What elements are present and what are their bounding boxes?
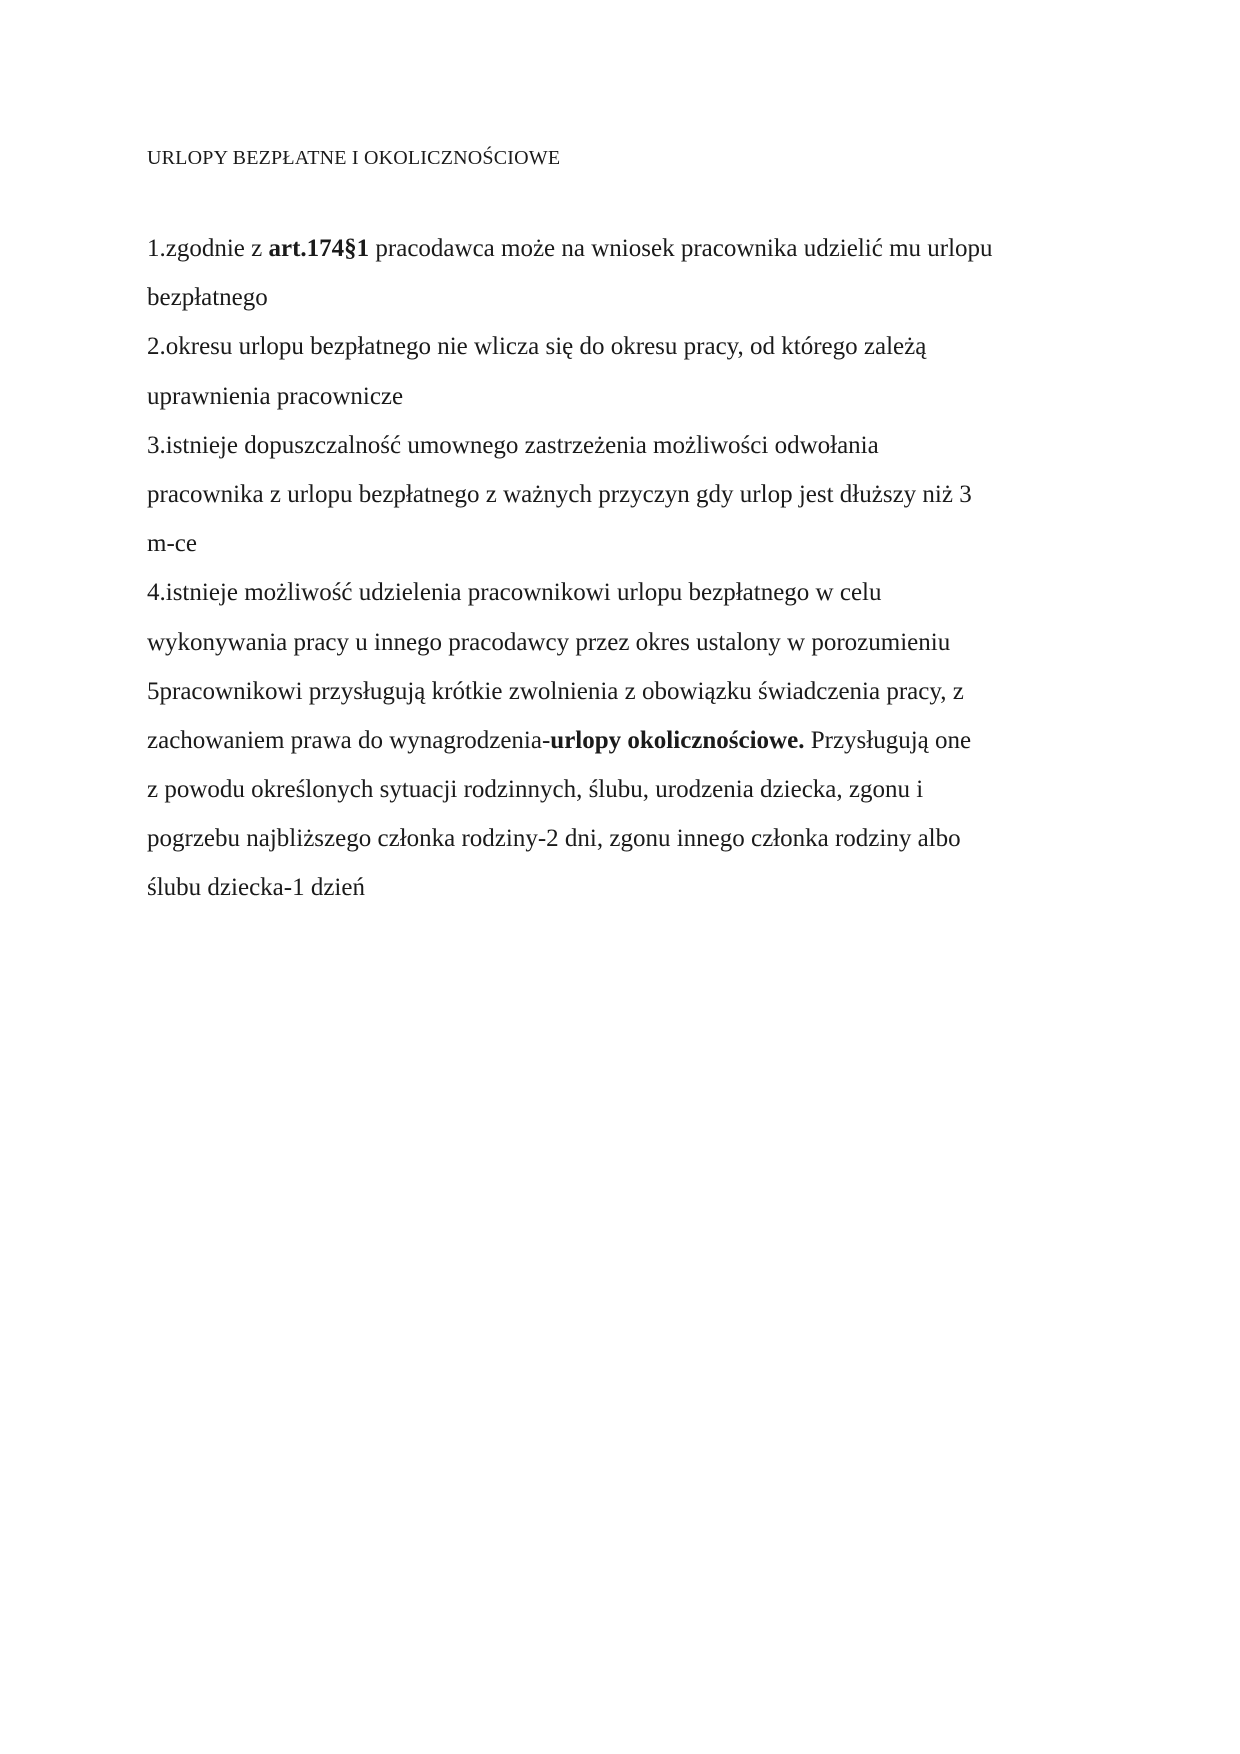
text-line [147, 618, 1097, 667]
document-title: URLOPY BEZPŁATNE I OKOLICZNOŚCIOWE [147, 147, 561, 169]
text-line [147, 421, 1097, 470]
text-line [147, 273, 1097, 322]
text-segment: 1.zgodnie z [147, 235, 269, 262]
text-line [147, 470, 1097, 519]
text-segment: bezpłatnego [147, 284, 268, 312]
text-segment: 3.istnieje dopuszczalność umownego zastrzeżenia możliwości odwołania [147, 431, 879, 459]
text-segment: uprawnienia pracownicze [147, 382, 404, 410]
text-line [147, 568, 1097, 617]
text-line [147, 765, 1097, 814]
text-segment: Przysługują one [804, 726, 972, 754]
text-segment: pracodawca może na wniosek pracownika udzielić mu urlopu [369, 235, 993, 262]
text-segment: z powodu określonych sytuacji rodzinnych, ślubu, urodzenia dziecka, zgonu i [147, 776, 924, 804]
text-segment: ślubu dziecka-1 dzień [147, 874, 365, 902]
text-segment: pogrzebu najbliższego członka rodziny-2 dni, zgonu innego członka rodziny albo [147, 825, 961, 853]
article-reference: art.174§1 [268, 235, 370, 262]
text-line [147, 667, 1097, 716]
text-segment: pracownika z urlopu bezpłatnego z ważnych przyczyn gdy urlop jest dłuższy niż 3 [147, 480, 972, 508]
text-line [147, 814, 1097, 863]
text-line [147, 716, 1097, 765]
text-segment: 4.istnieje możliwość udzielenia pracownikowi urlopu bezpłatnego w celu [147, 579, 882, 607]
text-segment: zachowaniem prawa do wynagrodzenia- [147, 726, 551, 754]
text-line [147, 372, 1097, 421]
text-segment: 5pracownikowi przysługują krótkie zwolnienia z obowiązku świadczenia pracy, z [147, 677, 964, 705]
emphasized-term: urlopy okolicznościowe. [550, 726, 805, 754]
text-line [147, 863, 1097, 912]
text-line [147, 224, 1097, 273]
text-segment: 2.okresu urlopu bezpłatnego nie wlicza się do okresu pracy, od którego zależą [147, 333, 927, 361]
text-line [147, 519, 1097, 568]
text-segment: m-ce [147, 530, 197, 558]
text-segment: wykonywania pracy u innego pracodawcy przez okres ustalony w porozumieniu [147, 628, 951, 656]
document-body [147, 224, 1097, 913]
text-line [147, 322, 1097, 371]
